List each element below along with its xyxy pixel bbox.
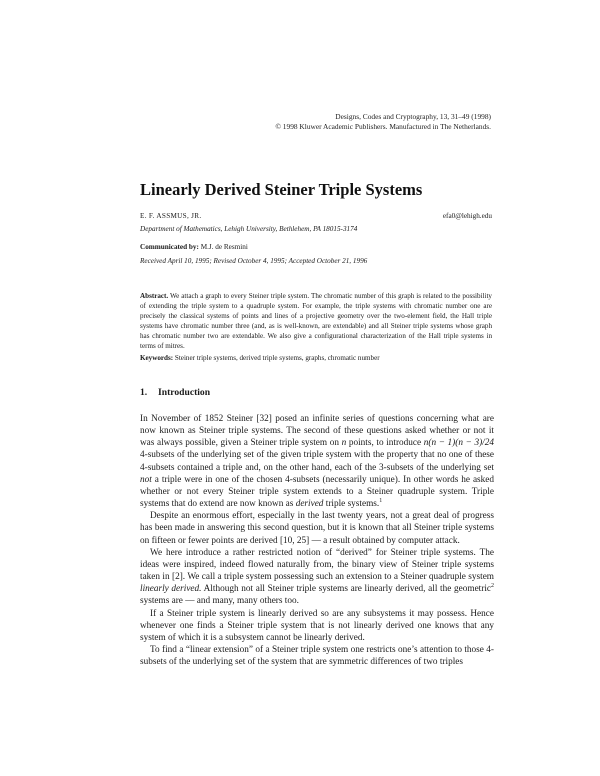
communicated-name: M.J. de Resmini	[200, 243, 248, 251]
keywords-text: Steiner triple systems, derived triple systems, graphs, chromatic number	[174, 354, 380, 362]
p3-text-a: We here introduce a rather restricted notion of “derived” for Steiner triple systems. The ideas were inspired, indeed flowed naturally from, the binary view of Steiner triple systems taken in [2]. We call a triple system possessing such an extension to a Steiner quadruple system	[140, 547, 494, 583]
p3-text-c: systems are — and many, many others too.	[140, 596, 299, 607]
copyright-line: © 1998 Kluwer Academic Publishers. Manufactured in The Netherlands.	[275, 122, 491, 131]
p1-text-e: triple systems.	[323, 499, 380, 510]
author-line	[140, 212, 492, 220]
submission-dates: Received April 10, 1995; Revised October 4, 1995; Accepted October 21, 1996	[140, 257, 368, 265]
abstract	[140, 291, 492, 351]
p1-text-a: In November of 1852 Steiner [32] posed an infinite series of questions concerning what are now known as Steiner triple systems. The second of these questions asked whether or not it was always possible, given a Steiner triple system on	[140, 414, 494, 449]
abstract-text: We attach a graph to every Steiner triple system. The chromatic number of this graph is related to the possibility of extending the triple system to a quadruple system. For example, the triple systems with chromatic number one are precisely the classical systems of points and lines of a projective geometry over the two-element field, the Hall triple systems have chromatic number three (and, as is well-known, are extendable) and all Steiner triple systems whose graph has chromatic number two are extendable. We also give a configurational characterization of the Hall triple systems in terms of mitres.	[140, 292, 492, 350]
communicated-by	[140, 243, 248, 251]
abstract-label: Abstract.	[140, 292, 169, 300]
p3-text-b: Although not all Steiner triple systems are linearly derived, all the geometric	[201, 584, 491, 595]
paragraph-2: Despite an enormous effort, especially in the last twenty years, not a great deal of progress has been made in answering this second question, but it is known that all Steiner triple systems on fifteen or fewer points are derived [10, 25] — a result obtained by computer attack.	[140, 511, 494, 546]
paragraph-4: If a Steiner triple system is linearly derived so are any subsystems it may possess. Hence whenever one finds a Steiner triple system that is not linearly derived one knows that any system of which it is a subsystem cannot be linearly derived.	[140, 608, 494, 643]
p3-emph-linearly-derived: linearly derived.	[140, 584, 202, 595]
paragraph-5: To find a “linear extension” of a Steiner triple system one restricts one’s attention to those 4-subsets of the underlying set of the system that are symmetric differences of two triples	[140, 644, 494, 668]
journal-header	[275, 112, 491, 132]
paper-title: Linearly Derived Steiner Triple Systems	[140, 180, 423, 199]
author-affiliation: Department of Mathematics, Lehigh University, Bethlehem, PA 18015-3174	[140, 225, 358, 233]
body-text	[140, 413, 494, 668]
section-heading	[140, 387, 210, 398]
communicated-label: Communicated by:	[140, 243, 199, 251]
paragraph-3	[140, 547, 494, 608]
keywords-label: Keywords:	[140, 354, 174, 362]
p1-text-b: points, to introduce	[346, 438, 424, 449]
p1-formula: n(n − 1)(n − 3)/24	[423, 438, 494, 449]
p1-text-d: a triple were in one of the chosen 4-subsets (necessarily unique). In other words he asked whether or not every Steiner triple system extends to a Steiner quadruple system. Triple systems that do extend are now known as	[140, 474, 494, 510]
p1-emph-derived: derived	[295, 499, 324, 510]
paragraph-1	[140, 413, 494, 510]
footnote-marker-2: 2	[491, 583, 494, 590]
footnote-marker-1: 1	[379, 498, 383, 505]
journal-citation: Designs, Codes and Cryptography, 13, 31–49 (1998)	[335, 112, 491, 121]
section-number: 1.	[140, 387, 148, 398]
keywords	[140, 354, 492, 362]
section-title: Introduction	[158, 387, 211, 398]
author-email: efa0@lehigh.edu	[442, 212, 492, 220]
p1-math-n: n	[341, 438, 347, 449]
p1-text-c: 4-subsets of the underlying set of the given triple system with the property that no one of these 4-subsets contained a triple and, on the other hand, each of the 3-subsets of the underlying set	[140, 450, 494, 473]
p1-emph-not: not	[140, 474, 152, 485]
author-name: E. F. ASSMUS, JR.	[140, 212, 202, 220]
